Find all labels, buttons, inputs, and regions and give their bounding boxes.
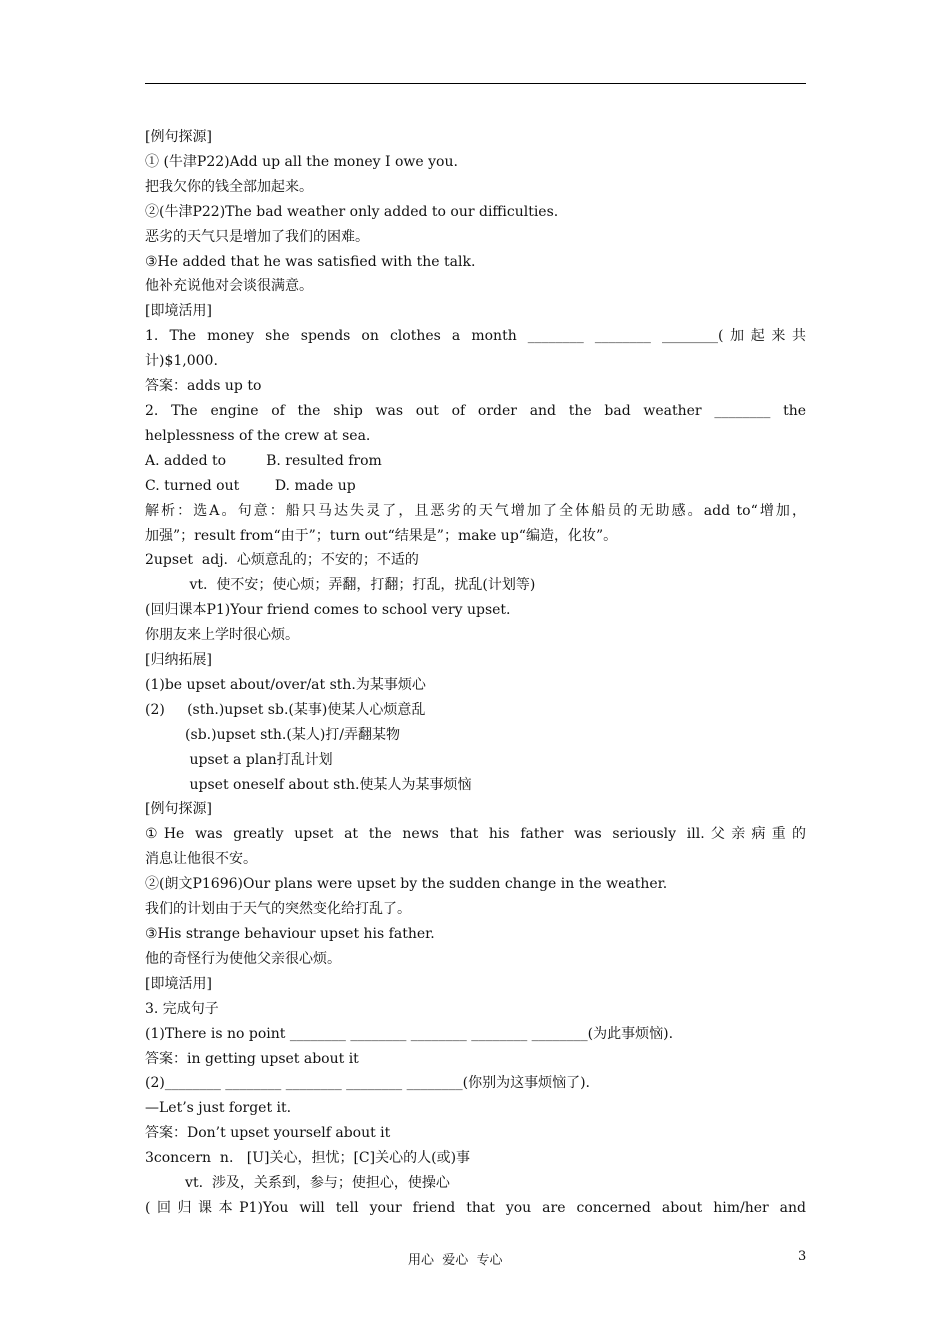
text-line: vt. 使不安；使心烦；弄翻，打翻；打乱，扰乱(计划等) bbox=[145, 577, 536, 594]
header-rule bbox=[145, 83, 806, 84]
text-line: helplessness of the crew at sea. bbox=[145, 427, 371, 444]
text-line: (1)be upset about/over/at sth.为某事烦心 bbox=[145, 676, 426, 693]
document-body bbox=[145, 125, 806, 1221]
text-line: 加强”；result from“由于”；turn out“结果是”；make up“编造，化妆”。 bbox=[145, 527, 618, 544]
text-line: [归纳拓展] bbox=[145, 652, 212, 669]
text-line: ①He was greatly upset at the news that his father was seriously ill.父亲病重的 bbox=[145, 826, 806, 843]
text-line: 2. The engine of the ship was out of order and the bad weather ________ the bbox=[145, 402, 806, 419]
text-line: (1)There is no point ________ ________ ________ ________ ________(为此事烦恼). bbox=[145, 1025, 674, 1042]
text-line: ③He added that he was satisfied with the talk. bbox=[145, 253, 476, 270]
text-line: 恶劣的天气只是增加了我们的困难。 bbox=[145, 228, 369, 245]
text-line: 答案：Don’t upset yourself about it bbox=[145, 1125, 391, 1142]
text-line: [即境活用] bbox=[145, 975, 212, 992]
text-line: (回归课本P1)Your friend comes to school very upset. bbox=[145, 602, 511, 619]
text-line: [例句探源] bbox=[145, 801, 212, 818]
text-line: 计)$1,000. bbox=[145, 353, 218, 370]
text-line: 解析：选A。句意：船只马达失灵了，且恶劣的天气增加了全体船员的无助感。add to“增加， bbox=[145, 502, 806, 519]
text-line: upset oneself about sth.使某人为某事烦恼 bbox=[145, 776, 472, 793]
footer-motto: 用心 爱心 专心 bbox=[408, 1253, 503, 1268]
text-line: 3. 完成句子 bbox=[145, 1000, 219, 1017]
text-line: [例句探源] bbox=[145, 129, 212, 145]
text-line: (回归课本P1)You will tell your friend that you are concerned about him/her and bbox=[145, 1199, 806, 1216]
page-number: 3 bbox=[798, 1249, 807, 1264]
text-line: ③His strange behaviour upset his father. bbox=[145, 926, 435, 942]
text-line: C. turned out D. made up bbox=[145, 477, 356, 494]
text-line: ① (牛津P22)Add up all the money I owe you. bbox=[145, 153, 458, 170]
text-line: 他的奇怪行为使他父亲很心烦。 bbox=[145, 950, 341, 967]
text-line: 消息让他很不安。 bbox=[145, 851, 257, 868]
text-line: 答案：adds up to bbox=[145, 378, 262, 395]
text-line: 1. The money she spends on clothes a month ________ ________ ________(加起来共 bbox=[145, 328, 806, 345]
text-line: 他补充说他对会谈很满意。 bbox=[145, 278, 313, 295]
text-line: —Let’s just forget it. bbox=[145, 1100, 292, 1117]
text-line: vt. 涉及，关系到，参与；使担心，使操心 bbox=[145, 1175, 450, 1192]
text-line: 你朋友来上学时很心烦。 bbox=[145, 627, 299, 644]
text-line: 3concern n. [U]关心，担忧；[C]关心的人(或)事 bbox=[145, 1150, 471, 1167]
text-line: (2) (sth.)upset sb.(某事)使某人心烦意乱 bbox=[145, 701, 426, 718]
text-line: ②(牛津P22)The bad weather only added to our difficulties. bbox=[145, 203, 559, 220]
text-line: [即境活用] bbox=[145, 303, 212, 320]
text-line: A. added to B. resulted from bbox=[145, 452, 382, 469]
text-line: (sb.)upset sth.(某人)打/弄翻某物 bbox=[145, 726, 401, 743]
text-line: 我们的计划由于天气的突然变化给打乱了。 bbox=[145, 901, 411, 918]
text-line: upset a plan打乱计划 bbox=[145, 751, 333, 768]
text-line: 把我欠你的钱全部加起来。 bbox=[145, 178, 313, 195]
text-line: ②(朗文P1696)Our plans were upset by the sudden change in the weather. bbox=[145, 876, 668, 893]
text-line: 2upset adj. 心烦意乱的；不安的；不适的 bbox=[145, 552, 419, 569]
text-line: (2)________ ________ ________ ________ ________(你别为这事烦恼了). bbox=[145, 1075, 591, 1092]
text-line: 答案：in getting upset about it bbox=[145, 1050, 359, 1067]
